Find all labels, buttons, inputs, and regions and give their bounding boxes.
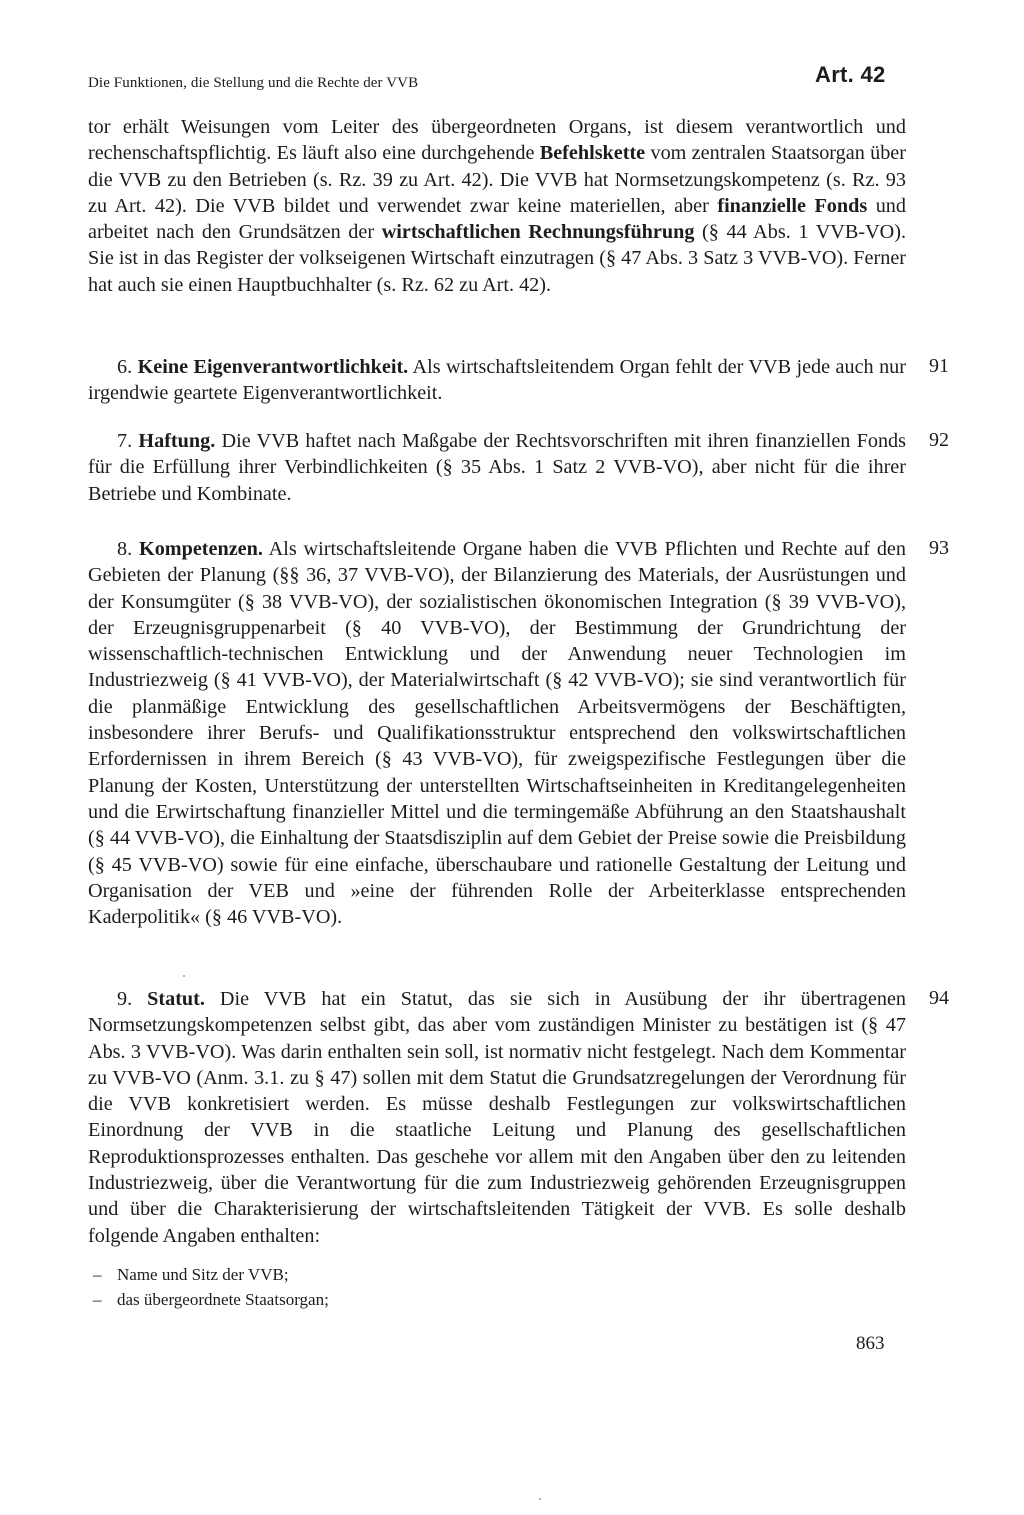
page-number: 863 <box>856 1333 885 1354</box>
section-heading: Kompetenzen. <box>139 538 263 560</box>
text-run: tor erhält Weisungen vom Leiter des übergeordneten Organs, ist diesem verantwortlich und rechenschaftspflichtig. Es läuft also eine durchgehende <box>88 116 906 165</box>
text-run: (§ 44 Abs. 1 VVB-VO). Sie ist in das Register der volkseigenen Wirtschaft einzutragen (§ 47 Abs. 3 Satz 3 VVB-VO). Ferner hat auch sie einen Hauptbuchhalter (s. Rz. 62 zu Art. 42). <box>88 221 907 296</box>
list-item <box>88 1287 906 1312</box>
section-paragraph-92 <box>88 428 906 507</box>
print-speck <box>183 975 185 977</box>
emphasis-befehlskette: Befehlskette <box>539 142 646 165</box>
text-run: vom zentralen Staatsorgan über die VVB zu den Betrieben (s. Rz. 39 zu Art. 42). Die VVB hat Normsetzungskompetenz (s. Rz. 93 zu Art. 42). Die VVB bildet und verwendet zwar keine materiellen, aber <box>88 142 906 217</box>
section-paragraph-91 <box>88 354 906 407</box>
section-text: Die VVB hat ein Statut, das sie sich in Ausübung der ihr übertragenen Normsetzungskompetenzen selbst gibt, das aber vom zuständigen Minister zu bestätigen ist (§ 47 Abs. 3 VVB-VO). Was darin enthalten sein soll, ist normativ nicht festgelegt. Nach dem Kommentar zu VVB-VO (Anm. 3.1. zu § 47) sollen mit dem Statut die Grundsatzregelungen der Verordnung für die VVB konkretisiert werden. Es müsse deshalb Festlegungen zur volkswirtschaftlichen Einordnung der VVB in die staatliche Leitung und Planung des gesellschaftlichen Reproduktionsprozesses enthalten. Das geschehe vor allem mit den Angaben über den zu leitenden Industriezweig, über die Verantwortung für die zum Industriezweig gehörenden Erzeugnisgruppen und über die Charakterisierung der wirtschaftsleitenden Tätigkeit der VVB. Es solle deshalb folgende Angaben enthalten: <box>88 988 906 1247</box>
section-number: 8. <box>117 538 139 560</box>
list-item-text: Name und Sitz der VVB; <box>117 1265 289 1284</box>
article-label: Art. 42 <box>815 62 886 87</box>
section-number: 9. <box>117 988 148 1010</box>
continuation-paragraph <box>88 114 906 298</box>
section-heading: Statut. <box>147 988 205 1010</box>
margin-number: 92 <box>929 429 949 451</box>
emphasis-finanzielle-fonds: finanzielle Fonds <box>717 194 868 217</box>
dash-marker: – <box>93 1290 102 1309</box>
section-heading: Keine Eigenverantwortlichkeit. <box>137 356 409 378</box>
print-speck <box>539 1498 541 1500</box>
text-run: und arbeitet nach den Grundsätzen der <box>88 194 906 244</box>
section-text: Als wirtschaftsleitendem Organ fehlt der VVB jede auch nur irgendwie geartete Eigenverantwortlichkeit. <box>88 356 906 405</box>
section-number: 7. <box>117 430 139 452</box>
section-paragraph-94 <box>88 986 906 1249</box>
section-paragraph-93 <box>88 536 906 930</box>
running-header: Die Funktionen, die Stellung und die Rechte der VVB <box>88 75 419 91</box>
list-item-text: das übergeordnete Staatsorgan; <box>117 1290 329 1309</box>
dash-marker: – <box>93 1265 102 1284</box>
bullet-list <box>88 1262 906 1312</box>
list-item <box>88 1262 906 1287</box>
section-text: Die VVB haftet nach Maßgabe der Rechtsvorschriften mit ihren finanziellen Fonds für die Erfüllung ihrer Verbindlichkeiten (§ 35 Abs. 1 Satz 2 VVB-VO), aber nicht für die ihrer Betriebe und Kombinate. <box>88 430 906 505</box>
section-text: Als wirtschaftsleitende Organe haben die VVB Pflichten und Rechte auf den Gebieten der Planung (§§ 36, 37 VVB-VO), der Bilanzierung des Materials, der Ausrüstungen und der Konsumgüter (§ 38 VVB-VO), der sozialistischen ökonomischen Integration (§ 39 VVB-VO), der Erzeugnisgruppenarbeit (§ 40 VVB-VO), der Bestimmung der Grundrichtung der wissenschaftlich-technischen Entwicklung und der Anwendung neuer Technologien im Industriezweig (§ 41 VVB-VO), der Materialwirtschaft (§ 42 VVB-VO); sie sind verantwortlich für die planmäßige Entwicklung des gesellschaftlichen Arbeitsvermögens der Beschäftigten, insbesondere ihrer Berufs- und Qualifikationsstruktur entsprechend den volkswirtschaftlichen Erfordernissen in ihrem Bereich (§ 43 VVB-VO), für zweigspezifische Festlegungen über die Planung der Kosten, Unterstützung der unterstellten Wirtschaftseinheiten in Kreditangelegenheiten und die Erwirtschaftung finanzieller Mittel und die termingemäße Abführung an den Staatshaushalt (§ 44 VVB-VO), die Einhaltung der Staatsdisziplin auf dem Gebiet der Preise sowie die Preisbildung (§ 45 VVB-VO) sowie für eine einfache, überschaubare und rationelle Gestaltung der Leitung und Organisation der VEB und »eine der führenden Rolle der Arbeiterklasse entsprechenden Kaderpolitik« (§ 46 VVB-VO). <box>88 538 906 929</box>
margin-number: 91 <box>929 355 949 377</box>
margin-number: 94 <box>929 987 949 1009</box>
section-number: 6. <box>117 356 138 378</box>
margin-number: 93 <box>929 537 949 559</box>
emphasis-wirtschaftliche-rechnungsfuehrung: wirtschaftlichen Rechnungsführung <box>381 221 695 244</box>
section-heading: Haftung. <box>138 430 216 452</box>
